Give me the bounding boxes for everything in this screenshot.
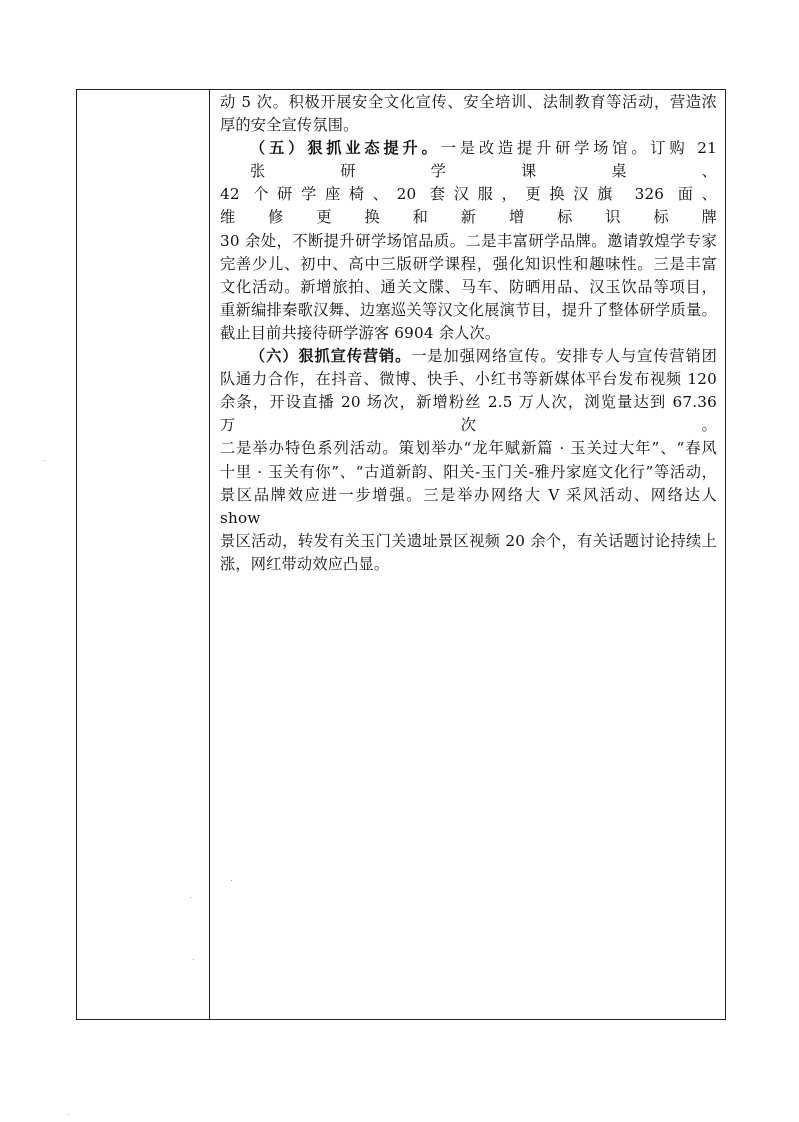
table-left-column xyxy=(77,90,210,1019)
text-line: 动 5 次。积极开展安全文化宣传、安全培训、法制教育等活动，营造浓 xyxy=(220,93,717,111)
text-line: 队通力合作，在抖音、微博、快手、小红书等新媒体平台发布视频 120 xyxy=(220,370,717,389)
section-five-paragraph xyxy=(220,137,717,345)
text-line: 景区品牌效应进一步增强。三是举办网络大 V 采风活动、网络达人 show xyxy=(220,485,717,527)
text-line: 截止目前共接待研学游客 6904 余人次。 xyxy=(220,323,501,342)
report-table xyxy=(76,89,726,1020)
text-line: 二是举办特色系列活动。策划举办“龙年赋新篇 · 玉关过大年”、“春风 xyxy=(220,439,717,458)
section-five-first-line-text: 一是改造提升研学场馆。订购 21 张研学课桌、 xyxy=(250,139,718,181)
scan-speck xyxy=(193,959,194,960)
section-six-first-line xyxy=(220,345,717,368)
text-line: 重新编排秦歌汉舞、边塞巡关等汉文化展演节目，提升了整体研学质量。 xyxy=(220,300,717,319)
text-line: 景区活动，转发有关玉门关遗址景区视频 20 余个，有关话题讨论持续上 xyxy=(220,531,717,550)
scan-speck xyxy=(68,1114,69,1115)
paragraph-continuation xyxy=(220,91,717,137)
section-six-paragraph xyxy=(220,345,717,576)
text-line: 厚的安全宣传氛围。 xyxy=(220,116,359,135)
section-six-first-line-text: 一是加强网络宣传。安排专人与宣传营销团 xyxy=(411,347,717,366)
text-line: 完善少儿、初中、高中三版研学课程，强化知识性和趣味性。三是丰富 xyxy=(220,254,717,273)
text-line: 涨，网红带动效应凸显。 xyxy=(220,554,390,573)
section-five-heading: （五）狠抓业态提升。 xyxy=(250,139,441,158)
section-five-first-line xyxy=(220,137,717,183)
text-line: 十里 · 玉关有你”、“古道新韵、阳关-玉门关-雅丹家庭文化行”等活动， xyxy=(220,462,717,481)
text-line: 余条，开设直播 20 场次，新增粉丝 2.5 万人次，浏览量达到 67.36 万次。 xyxy=(220,393,717,435)
section-six-heading: （六）狠抓宣传营销。 xyxy=(250,347,412,366)
scan-speck xyxy=(44,460,45,461)
text-line: 42 个研学座椅、20 套汉服，更换汉旗 326 面、维修更换和新增标识标牌 xyxy=(220,185,717,227)
scan-speck xyxy=(190,897,191,898)
text-line: 文化活动。新增旅拍、通关文牒、马车、防晒用品、汉玉饮品等项目， xyxy=(220,277,717,296)
text-line: 30 余处，不断提升研学场馆品质。二是丰富研学品牌。邀请敦煌学专家 xyxy=(220,231,717,250)
scan-speck xyxy=(231,880,232,881)
table-content-column xyxy=(210,90,725,1019)
